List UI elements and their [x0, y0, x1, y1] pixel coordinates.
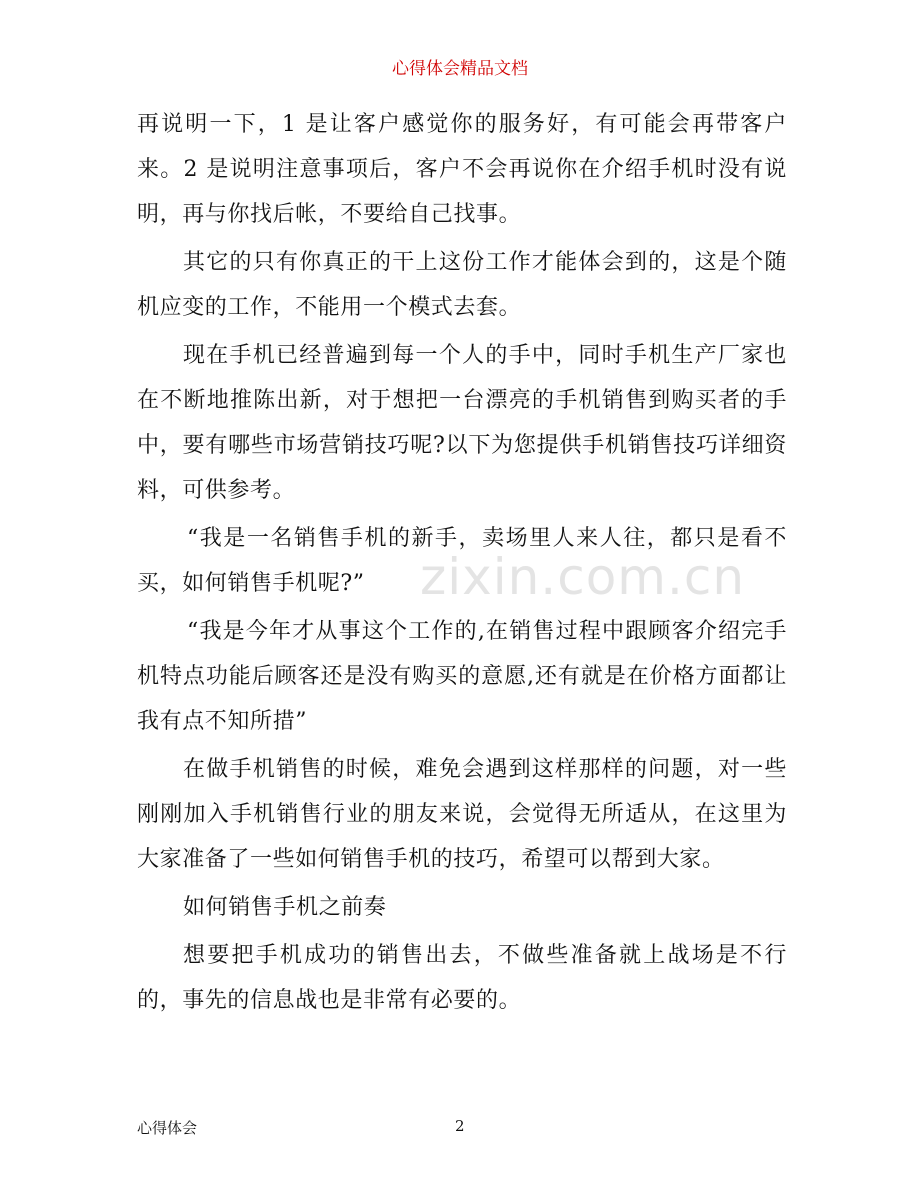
- paragraph-quote-1: “我是一名销售手机的新手，卖场里人来人往，都只是看不买，如何销售手机呢?”: [137, 526, 787, 596]
- paragraph-5: 想要把手机成功的销售出去，不做些准备就上战场是不行的，事先的信息战也是非常有必要的。: [137, 943, 787, 1013]
- paragraph-quote-2: “我是今年才从事这个工作的,在销售过程中跟顾客介绍完手机特点功能后顾客还是没有购买的意愿,还有就是在价格方面都让我有点不知所措”: [137, 619, 787, 734]
- watermark: zixin.com.cn: [420, 548, 746, 606]
- paragraph-3: 现在手机已经普遍到每一个人的手中，同时手机生产厂家也在不断地推陈出新，对于想把一台漂亮的手机销售到购买者的手中，要有哪些市场营销技巧呢?以下为您提供手机销售技巧详细资料，可供参考。: [137, 343, 787, 503]
- document-body: [137, 102, 787, 1026]
- paragraph-4: 在做手机销售的时候，难免会遇到这样那样的问题，对一些刚刚加入手机销售行业的朋友来说，会觉得无所适从，在这里为大家准备了一些如何销售手机的技巧，希望可以帮到大家。: [137, 757, 787, 872]
- paragraph-1: 再说明一下，1 是让客户感觉你的服务好，有可能会再带客户来。2 是说明注意事项后，客户不会再说你在介绍手机时没有说明，再与你找后帐，不要给自己找事。: [137, 112, 787, 227]
- paragraph-2: 其它的只有你真正的干上这份工作才能体会到的，这是个随机应变的工作，不能用一个模式去套。: [137, 250, 787, 320]
- section-heading: 如何销售手机之前奏: [183, 895, 387, 920]
- page-number: 2: [455, 1117, 465, 1135]
- footer-label: 心得体会: [137, 1119, 198, 1137]
- header-title: 心得体会精品文档: [392, 59, 528, 79]
